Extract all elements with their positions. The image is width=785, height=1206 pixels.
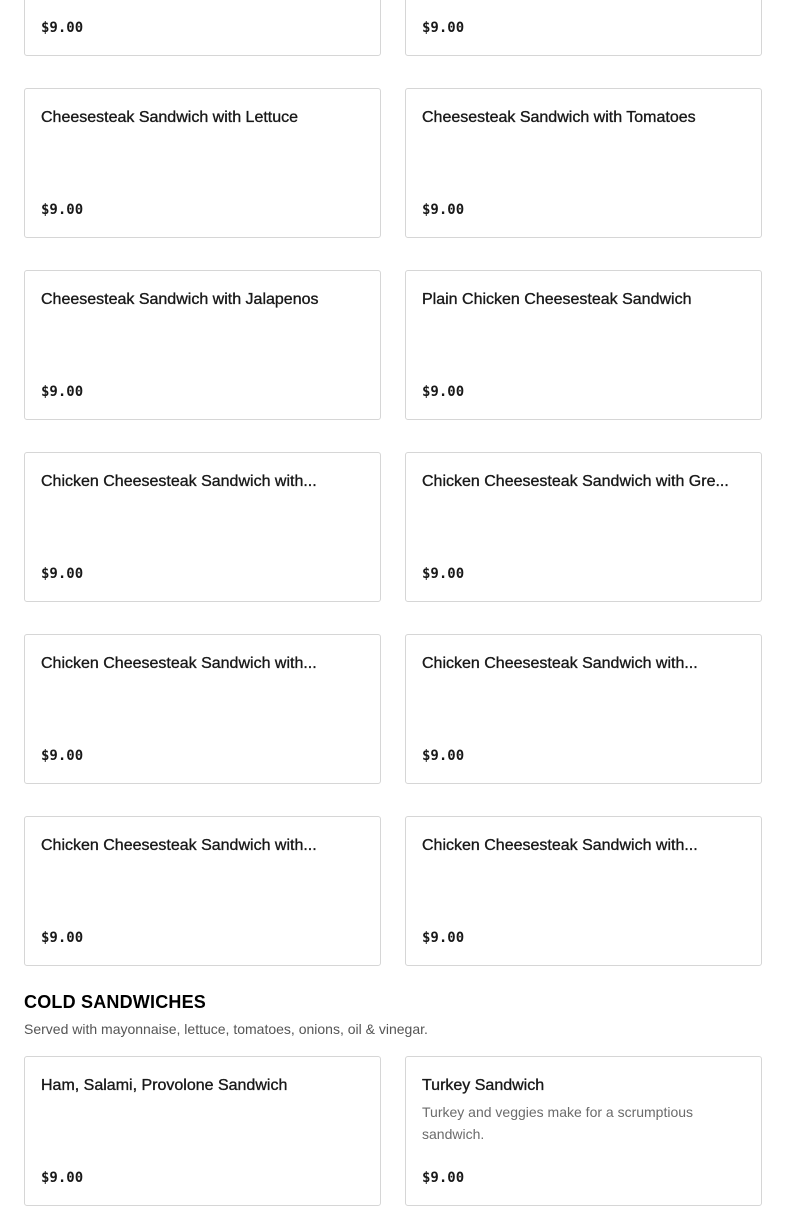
menu-item-card[interactable] bbox=[405, 816, 762, 966]
menu-item-card[interactable] bbox=[24, 0, 381, 56]
menu-item-price: $9.00 bbox=[422, 202, 465, 218]
menu-item-price: $9.00 bbox=[422, 748, 465, 764]
menu-item-name: Turkey Sandwich bbox=[422, 1077, 545, 1094]
menu-item-name: Chicken Cheesesteak Sandwich with... bbox=[41, 473, 317, 490]
menu-item-card[interactable] bbox=[405, 634, 762, 784]
menu-item-price: $9.00 bbox=[41, 566, 84, 582]
menu-item-name: Ham, Salami, Provolone Sandwich bbox=[41, 1077, 288, 1094]
menu-item-price: $9.00 bbox=[41, 748, 84, 764]
menu-item-card[interactable] bbox=[24, 452, 381, 602]
menu-item-card[interactable] bbox=[24, 88, 381, 238]
menu-item-name: Cheesesteak Sandwich with Lettuce bbox=[41, 109, 299, 126]
menu-item-price: $9.00 bbox=[422, 930, 465, 946]
menu-item-price: $9.00 bbox=[422, 20, 465, 36]
menu-item-card[interactable] bbox=[24, 270, 381, 420]
menu-item-card[interactable] bbox=[405, 270, 762, 420]
menu-item-card[interactable] bbox=[405, 452, 762, 602]
menu-item-name: Chicken Cheesesteak Sandwich with Gre... bbox=[422, 473, 729, 490]
menu-item-price: $9.00 bbox=[41, 384, 84, 400]
menu-item-name: Chicken Cheesesteak Sandwich with... bbox=[422, 837, 698, 854]
menu-item-name: Chicken Cheesesteak Sandwich with... bbox=[41, 655, 317, 672]
menu-item-card[interactable] bbox=[405, 88, 762, 238]
menu-item-price: $9.00 bbox=[422, 1170, 465, 1186]
section-title: COLD SANDWICHES bbox=[24, 992, 206, 1012]
menu-item-name: Cheesesteak Sandwich with Tomatoes bbox=[422, 109, 696, 126]
menu-item-name: Chicken Cheesesteak Sandwich with... bbox=[41, 837, 317, 854]
menu-item-price: $9.00 bbox=[41, 202, 84, 218]
menu-item-price: $9.00 bbox=[41, 930, 84, 946]
menu-item-name: Cheesesteak Sandwich with Jalapenos bbox=[41, 291, 319, 308]
menu-item-price: $9.00 bbox=[422, 384, 465, 400]
menu-item-card[interactable] bbox=[24, 1056, 381, 1206]
section-description: Served with mayonnaise, lettuce, tomatoes, onions, oil & vinegar. bbox=[24, 1021, 428, 1037]
menu-item-name: Chicken Cheesesteak Sandwich with... bbox=[422, 655, 698, 672]
menu-item-card[interactable] bbox=[405, 1056, 762, 1206]
menu-item-name: Plain Chicken Cheesesteak Sandwich bbox=[422, 291, 692, 308]
menu-item-card[interactable] bbox=[24, 634, 381, 784]
menu-item-price: $9.00 bbox=[41, 1170, 84, 1186]
menu-item-price: $9.00 bbox=[41, 20, 84, 36]
menu-item-card[interactable] bbox=[24, 816, 381, 966]
menu-item-description: Turkey and veggies make for a scrumptious sandwich. bbox=[422, 1104, 694, 1142]
menu-item-card[interactable] bbox=[405, 0, 762, 56]
menu-item-price: $9.00 bbox=[422, 566, 465, 582]
